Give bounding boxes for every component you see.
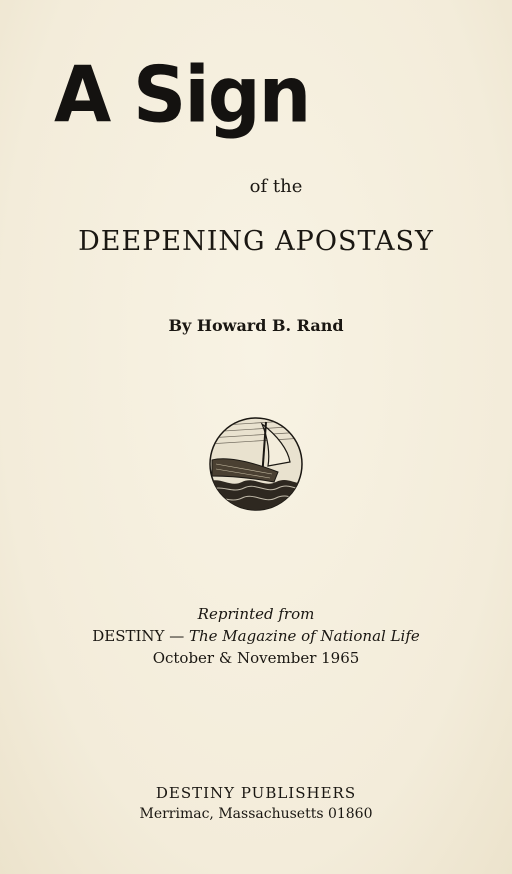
magazine-dash: — (164, 627, 189, 645)
publisher-address: Merrimac, Massachusetts 01860 (139, 806, 373, 822)
magazine-line (0, 627, 512, 645)
document-title: A Sign (54, 49, 310, 141)
document-subtitle: DEEPENING APOSTASY (78, 226, 434, 257)
ship-emblem-icon (208, 416, 304, 512)
magazine-name: DESTINY (92, 627, 165, 645)
publisher-name: DESTINY PUBLISHERS (155, 784, 357, 802)
reprinted-from-label: Reprinted from (197, 605, 315, 623)
issue-date: October & November 1965 (152, 649, 360, 667)
author-byline: By Howard B. Rand (168, 316, 344, 335)
magazine-tagline: The Magazine of National Life (188, 627, 420, 645)
title-connector: of the (249, 176, 303, 197)
